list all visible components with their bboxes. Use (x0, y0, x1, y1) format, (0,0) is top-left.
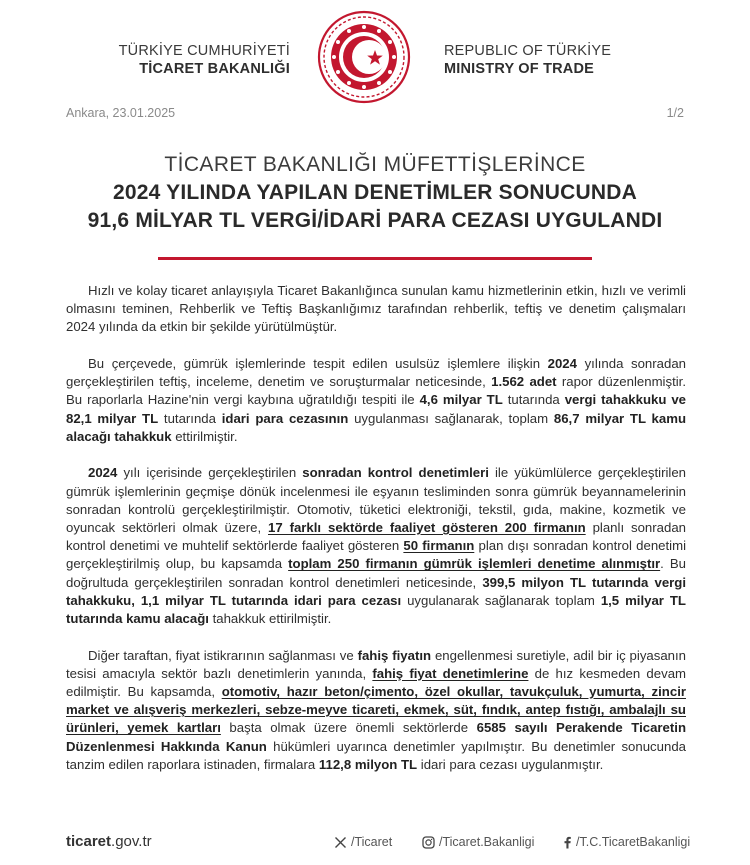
text-run: tutarında (502, 392, 565, 408)
title-line-3: 91,6 MİLYAR TL VERGİ/İDARİ PARA CEZASI UYGULANDI (87, 209, 663, 232)
instagram-icon (422, 836, 435, 849)
ministry-emblem-icon (317, 10, 411, 104)
text-run-bold (288, 556, 660, 571)
text-run-emphasis: otomotiv, hazır beton/çimento, özel okullar, tavukçuluk, yumurta, zincir market ve alışveriş merkezleri, sebze-meyve ticareti, ekmek, süt, fındık, antep fıstığı, ambalajlı su ürünleri, yemek kartları (66, 684, 686, 736)
org-name-turkish (119, 42, 290, 78)
text-run-bold: 399,5 milyon TL tutarında vergi tahakkuku, 1,1 milyar TL tutarında idari para cezası (66, 574, 686, 608)
paragraph-customs-audits (66, 355, 686, 446)
text-run-bold: 2024 (88, 465, 118, 481)
page-number: 1/2 (666, 106, 684, 120)
title-line-2: 2024 YILINDA YAPILAN DENETİMLER SONUCUNDA (113, 181, 637, 204)
text-run-emphasis: fahiş fiyat denetimlerine (372, 665, 529, 681)
text-run-bold: 1,5 milyar TL tutarında kamu alacağı (66, 592, 686, 627)
text-run: de hız kesmeden devam edilmiştir. Bu kapsamda, (66, 665, 687, 700)
org-ministry-en: MINISTRY OF TRADE (444, 61, 595, 77)
text-run: başta olmak üzere önemli sektörlerde (220, 720, 477, 736)
text-run-emphasis: 17 farklı sektörde faaliyet gösteren 200 firmanın (268, 520, 586, 536)
instagram-link[interactable] (422, 835, 534, 849)
title-divider (158, 257, 592, 260)
text-run: rapor düzenlenmiştir. Bu raporlarla Hazine'nin vergi kaybına uğratıldığı tespiti ile (66, 374, 686, 408)
website-domain-suffix: .gov.tr (111, 833, 152, 850)
org-ministry-tr: TİCARET BAKANLIĞI (139, 61, 290, 77)
text-run-bold: 6585 sayılı Perakende Ticaretin Düzenlenmesi Hakkında Kanun (66, 720, 687, 754)
text-run: uygulanarak sağlanarak toplam (401, 592, 601, 608)
text-run-bold: idari para cezasının (221, 410, 349, 426)
website-link[interactable] (66, 833, 152, 850)
org-name-english (444, 42, 611, 78)
text-run-bold: 2024 (547, 356, 577, 371)
text-run: yılı içerisinde gerçekleştirilen (117, 465, 303, 481)
org-country-tr: TÜRKİYE CUMHURİYETİ (118, 43, 290, 59)
text-run-bold: 112,8 milyon TL (318, 756, 418, 772)
text-run-emphasis: 50 firmanın (403, 538, 475, 554)
text-run-bold (268, 520, 586, 535)
text-run: Hızlı ve kolay ticaret anlayışıyla Ticaret Bakanlığınca sunulan kamu hizmetlerinin etkin, hızlı ve verimli olmasını teminen, Rehberlik ve Teftiş Başkanlığımız tarafından rehberlik, teftiş ve denetim çalışmaları 2024 yılında da etkin bir şekilde yürütülmüştür. (66, 283, 686, 335)
text-run: ile yükümlülerce gerçekleştirilen gümrük işlemlerinin geçmişe dönük incelenmesi ile eşyanın tesliminden sonra gümrük beyannamelerinin sonradan kontrolü gerçekleştirilmiştir. Otomotiv, tüketici elektroniği, tekstil, gıda, makine, kozmetik ve oyuncak sektörleri olmak üzere, (66, 465, 687, 536)
text-run-bold: sonradan kontrol denetimleri (302, 465, 489, 481)
text-run: tutarında (158, 410, 222, 426)
paragraph-excessive-price-audits (66, 647, 686, 774)
paragraph-intro (66, 282, 686, 337)
text-run-bold: 1.562 adet (491, 374, 557, 390)
text-run-bold: fahiş fiyatın (357, 647, 432, 663)
text-run: tahakkuk ettirilmiştir. (208, 611, 332, 627)
text-run-bold (372, 666, 528, 681)
text-run: yılında sonradan gerçekleştirilen teftiş, inceleme, denetim ve soruşturmalar neticesinde, (66, 356, 686, 390)
facebook-icon (562, 836, 572, 849)
facebook-handle: /T.C.TicaretBakanligi (576, 835, 691, 849)
text-run: ettirilmiştir. (171, 428, 238, 444)
text-run: uygulanması sağlanarak, toplam (348, 410, 554, 426)
letterhead (0, 0, 750, 108)
text-run: Diğer taraftan, fiyat istikrarının sağlanması ve (88, 647, 358, 663)
x-handle: /Ticaret (351, 835, 393, 849)
text-run-bold: vergi tahakkuku ve 82,1 milyar TL (66, 392, 686, 426)
text-run: planlı sonradan kontrol denetimi ve muhtelif sektörlerde faaliyet gösteren (66, 520, 686, 554)
website-domain-bold: ticaret (66, 833, 112, 850)
org-country-en: REPUBLIC OF TÜRKİYE (444, 43, 612, 59)
text-run-bold (403, 538, 474, 553)
text-run: hükümleri uyarınca denetimler yapılmıştır. Bu denetimler sonucunda tanzim edilen raporlara istinaden, firmalara (66, 738, 686, 772)
article-body (66, 282, 686, 792)
x-icon (334, 836, 347, 849)
paragraph-post-clearance-controls (66, 464, 686, 628)
document-meta (66, 106, 684, 120)
instagram-handle: /Ticaret.Bakanligi (439, 835, 535, 849)
text-run: engellenmesi suretiyle, adil bir iç piyasanın tesisi amacıyla sektör bazlı denetimlerin yanında, (66, 647, 687, 681)
press-release-title (40, 151, 710, 235)
footer (66, 833, 691, 853)
text-run: . Bu doğrultuda gerçekleştirilen sonradan kontrol denetimleri neticesinde, (66, 556, 686, 590)
text-run: Bu çerçevede, gümrük işlemlerinde tespit edilen usulsüz işlemlere ilişkin (88, 356, 548, 371)
text-run: plan dışı sonradan kontrol denetimi gerçekleştirilmiş olup, bu kapsamda (66, 538, 686, 572)
title-line-1: TİCARET BAKANLIĞI MÜFETTİŞLERİNCE (164, 153, 586, 176)
facebook-link[interactable] (562, 835, 690, 849)
document-date: Ankara, 23.01.2025 (66, 106, 176, 120)
x-link[interactable] (334, 835, 392, 849)
text-run-bold: 4,6 milyar TL (419, 392, 503, 408)
text-run-bold: 86,7 milyar TL kamu alacağı tahakkuk (66, 410, 686, 444)
text-run: idari para cezası uygulanmıştır. (417, 756, 604, 772)
text-run-emphasis: toplam 250 firmanın gümrük işlemleri denetime alınmıştır (288, 556, 661, 572)
